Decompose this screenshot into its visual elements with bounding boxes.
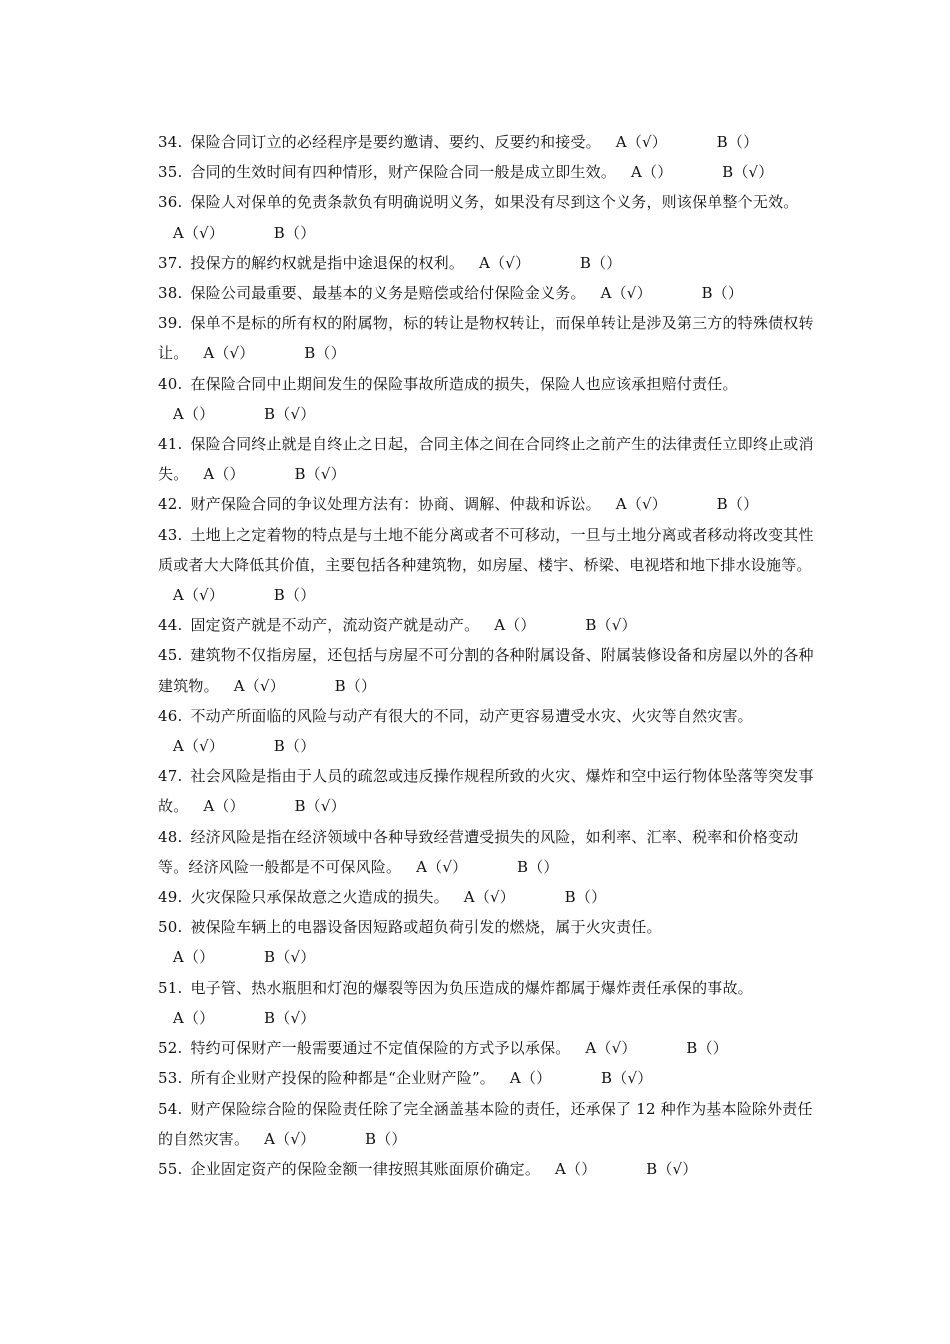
option-b: B（√） — [294, 465, 346, 484]
option-a: A（√） — [203, 344, 255, 363]
question-item — [158, 912, 818, 972]
question-text: 财产保险合同的争议处理方法有：协商、调解、仲裁和诉讼。 — [190, 495, 601, 514]
option-a: A（√） — [416, 857, 468, 876]
option-b: B（） — [273, 737, 316, 756]
question-number: 55. — [158, 1159, 183, 1178]
option-b: B（） — [273, 586, 316, 605]
question-number: 34. — [158, 133, 183, 151]
question-number: 35. — [158, 163, 183, 182]
question-item — [158, 761, 818, 821]
question-item — [158, 248, 818, 278]
option-b: B（） — [334, 676, 377, 695]
option-b: B（） — [273, 223, 316, 242]
question-text: 保单不是标的所有权的附属物，标的转让是物权转让，而保单转让是涉及第三方的特殊债权转让。 — [158, 314, 814, 363]
question-item — [158, 520, 818, 611]
option-a: A（√） — [172, 223, 225, 242]
question-number: 48. — [158, 827, 183, 846]
question-number: 49. — [158, 888, 183, 907]
question-text: 被保险车辆上的电器设备因短路或超负荷引发的燃烧，属于火灾责任。 — [190, 918, 662, 937]
question-text: 企业固定资产的保险金额一律按照其账面原价确定。 — [190, 1159, 541, 1178]
question-text: 财产保险综合险的保险责任除了完全涵盖基本险的责任，还承保了 12 种作为基本险除外责任的自然灾害。 — [158, 1099, 813, 1148]
question-item — [158, 489, 818, 519]
question-item — [158, 701, 818, 761]
question-number: 42. — [158, 495, 183, 514]
option-a: A（√） — [172, 586, 225, 605]
option-b: B（√） — [264, 948, 316, 967]
option-a: A（） — [172, 404, 215, 423]
option-b: B（） — [564, 888, 607, 907]
question-item — [158, 187, 818, 247]
option-a: A（） — [494, 616, 536, 635]
question-number: 46. — [158, 706, 183, 725]
option-b: B（） — [716, 133, 759, 151]
question-number: 43. — [158, 525, 183, 544]
option-b: B（） — [686, 1039, 728, 1058]
question-number: 47. — [158, 767, 183, 786]
question-list — [158, 127, 818, 1184]
option-b: B（） — [716, 495, 759, 514]
question-text: 土地上之定着物的特点是与土地不能分离或者不可移动，一旦与土地分离或者移动将改变其性质或者大大降低其价值，主要包括各种建筑物，如房屋、楼宇、桥梁、电视塔和地下排水设施等。 — [158, 525, 814, 574]
option-a: A（√） — [615, 495, 667, 514]
option-b: B（） — [701, 284, 744, 303]
question-number: 44. — [158, 616, 183, 635]
question-text: 经济风险是指在经济领域中各种导致经营遭受损失的风险，如利率、汇率、税率和价格变动等。经济风险一般都是不可保风险。 — [158, 827, 799, 876]
question-item — [158, 1154, 818, 1184]
option-a: A（） — [203, 465, 245, 484]
question-item — [158, 127, 818, 157]
question-number: 36. — [158, 193, 183, 212]
option-a: A（） — [509, 1069, 552, 1088]
question-number: 52. — [158, 1039, 183, 1058]
question-number: 41. — [158, 435, 183, 454]
option-b: B（） — [304, 344, 346, 363]
question-text: 保险人对保单的免责条款负有明确说明义务，如果没有尽到这个义务，则该保单整个无效。 — [190, 193, 799, 212]
option-a: A（√） — [615, 133, 667, 151]
question-number: 45. — [158, 646, 183, 665]
question-item — [158, 610, 818, 640]
question-item — [158, 640, 818, 700]
option-a: A（√） — [463, 888, 515, 907]
option-b: B（√） — [722, 163, 774, 182]
option-a: A（） — [554, 1159, 597, 1178]
option-a: A（√） — [585, 1039, 637, 1058]
question-item — [158, 308, 818, 368]
option-a: A（） — [172, 1008, 215, 1027]
question-item — [158, 822, 818, 882]
option-a: A（） — [203, 797, 245, 816]
option-a: A（√） — [478, 253, 531, 272]
option-b: B（） — [579, 253, 622, 272]
question-text: 特约可保财产一般需要通过不定值保险的方式予以承保。 — [190, 1039, 571, 1058]
question-item — [158, 429, 818, 489]
option-b: B（） — [517, 857, 559, 876]
option-b: B（） — [365, 1129, 407, 1148]
option-b: B（√） — [601, 1069, 653, 1088]
option-a: A（） — [172, 948, 215, 967]
option-b: B（√） — [264, 1008, 316, 1027]
question-number: 40. — [158, 374, 183, 393]
question-text: 电子管、热水瓶胆和灯泡的爆裂等因为负压造成的爆炸都属于爆炸责任承保的事故。 — [190, 978, 753, 997]
question-item — [158, 882, 818, 912]
question-text: 保险公司最重要、最基本的义务是赔偿或给付保险金义务。 — [190, 284, 586, 303]
option-a: A（√） — [233, 676, 285, 695]
option-a: A（√） — [172, 737, 225, 756]
question-number: 37. — [158, 253, 183, 272]
question-number: 39. — [158, 314, 183, 333]
question-item — [158, 278, 818, 308]
question-item — [158, 369, 818, 429]
option-a: A（√） — [600, 284, 652, 303]
question-text: 固定资产就是不动产，流动资产就是动产。 — [190, 616, 480, 635]
option-b: B（√） — [585, 616, 637, 635]
question-number: 51. — [158, 978, 183, 997]
question-text: 在保险合同中止期间发生的保险事故所造成的损失，保险人也应该承担赔付责任。 — [190, 374, 738, 393]
question-text: 所有企业财产投保的险种都是“企业财产险”。 — [190, 1069, 496, 1088]
question-item — [158, 1063, 818, 1093]
question-text: 火灾保险只承保故意之火造成的损失。 — [190, 888, 449, 907]
question-text: 不动产所面临的风险与动产有很大的不同，动产更容易遭受水灾、火灾等自然灾害。 — [190, 706, 753, 725]
question-item — [158, 1033, 818, 1063]
question-item — [158, 973, 818, 1033]
question-number: 54. — [158, 1099, 183, 1118]
question-number: 53. — [158, 1069, 183, 1088]
option-b: B（√） — [264, 404, 316, 423]
question-text: 建筑物不仅指房屋，还包括与房屋不可分割的各种附属设备、附属装修设备和房屋以外的各种建筑物。 — [158, 646, 814, 695]
question-text: 保险合同终止就是自终止之日起，合同主体之间在合同终止之前产生的法律责任立即终止或消失。 — [158, 435, 814, 484]
question-number: 50. — [158, 918, 183, 937]
question-number: 38. — [158, 284, 183, 303]
question-text: 社会风险是指由于人员的疏忽或违反操作规程所致的火灾、爆炸和空中运行物体坠落等突发事故。 — [158, 767, 814, 816]
option-b: B（√） — [646, 1159, 698, 1178]
option-a: A（√） — [264, 1129, 316, 1148]
question-item — [158, 1094, 818, 1154]
question-text: 投保方的解约权就是指中途退保的权利。 — [190, 253, 465, 272]
option-b: B（√） — [294, 797, 346, 816]
question-item — [158, 157, 818, 187]
question-text: 保险合同订立的必经程序是要约邀请、要约、反要约和接受。 — [190, 133, 601, 151]
question-text: 合同的生效时间有四种情形，财产保险合同一般是成立即生效。 — [190, 163, 617, 182]
option-a: A（） — [630, 163, 673, 182]
